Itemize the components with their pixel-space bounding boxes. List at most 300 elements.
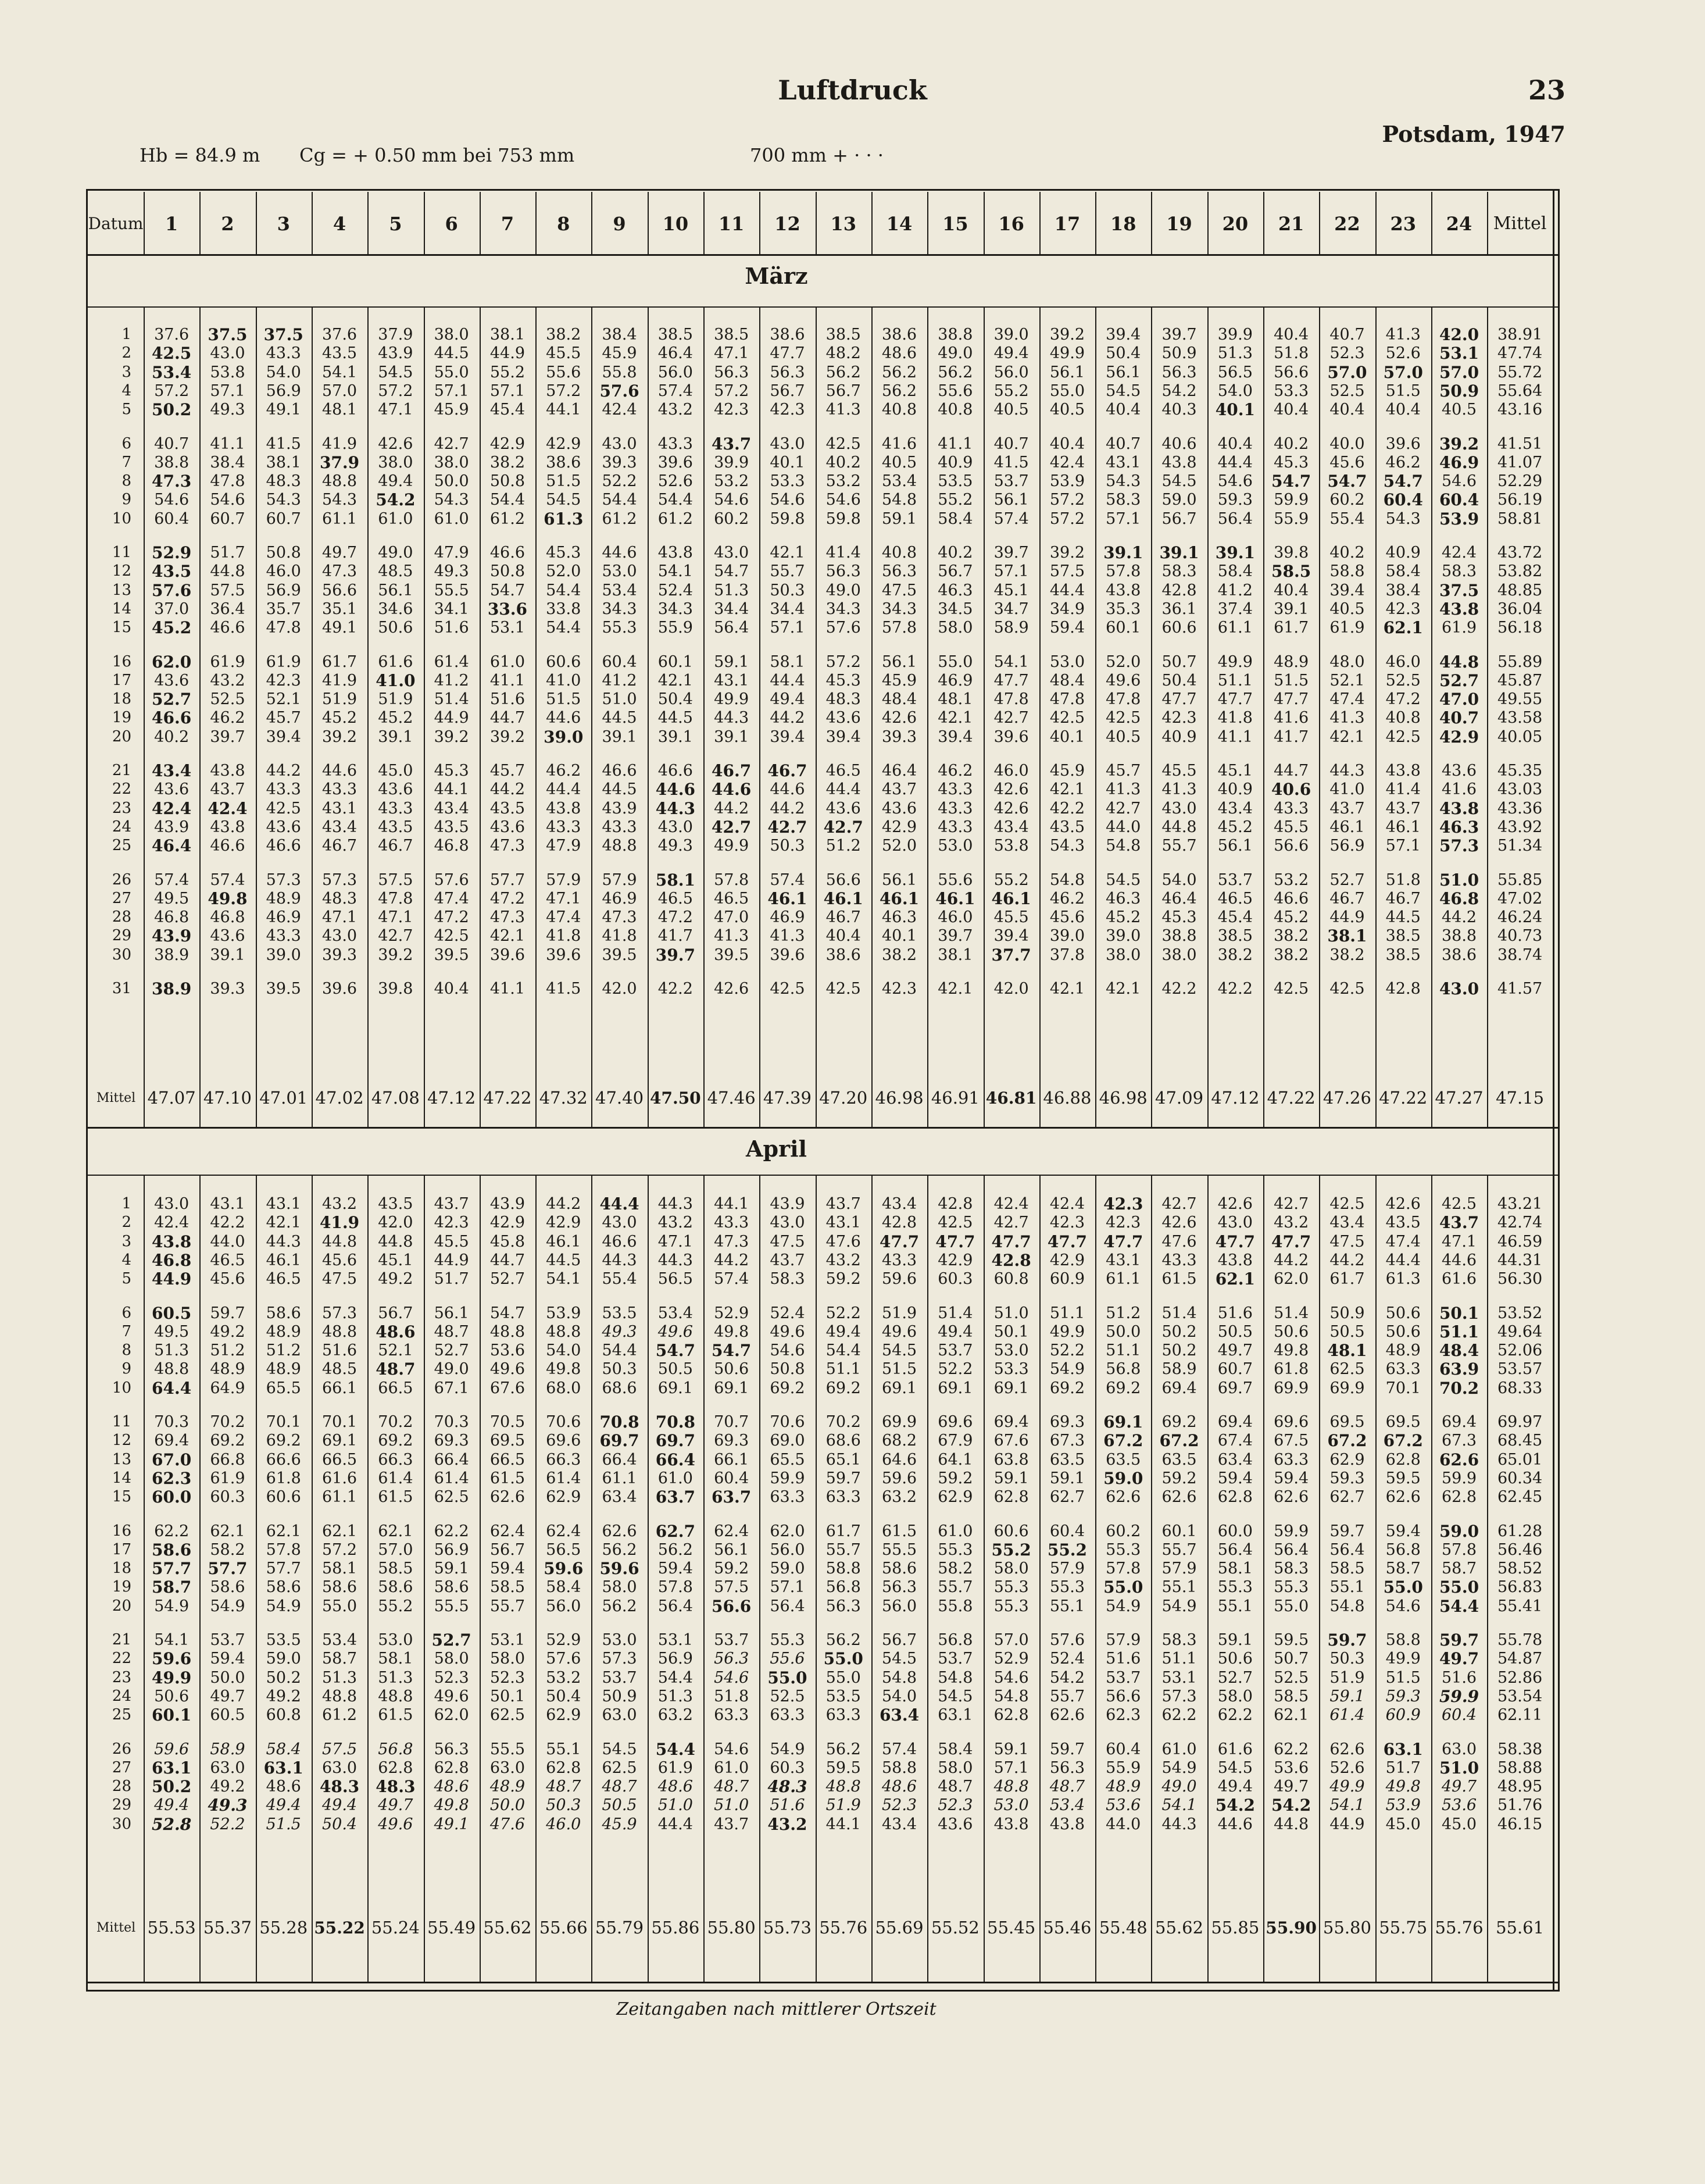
table-cell: 51.9 bbox=[825, 1796, 861, 1815]
table-cell: 43.8 bbox=[1161, 453, 1197, 472]
table-cell: 67.6 bbox=[993, 1432, 1029, 1450]
table-cell: 43.1 bbox=[1106, 1251, 1141, 1269]
table-cell: 46.6 bbox=[210, 837, 245, 855]
table-cell: 40.1 bbox=[770, 453, 805, 472]
table-cell: 46.3 bbox=[881, 908, 917, 927]
table-cell: 49.0 bbox=[434, 1360, 469, 1379]
table-cell: 58.4 bbox=[1385, 562, 1421, 581]
table-cell: 55.0 bbox=[1383, 1578, 1423, 1597]
mean-cell: 47.26 bbox=[1322, 1088, 1371, 1108]
table-cell: 50.6 bbox=[1274, 1322, 1309, 1341]
table-cell: 35.7 bbox=[266, 599, 301, 618]
table-cell: 46.5 bbox=[210, 1251, 245, 1269]
table-cell: 41.8 bbox=[602, 927, 637, 945]
table-cell: 53.4 bbox=[321, 1631, 358, 1649]
table-cell: 54.4 bbox=[1439, 1596, 1479, 1616]
table-cell: 37.0 bbox=[154, 599, 190, 618]
table-cell: 47.7 bbox=[770, 344, 805, 363]
table-cell: 51.6 bbox=[434, 619, 469, 637]
table-cell: 46.7 bbox=[321, 837, 358, 855]
table-cell: 50.0 bbox=[434, 472, 469, 491]
table-cell: 43.8 bbox=[993, 1815, 1029, 1833]
gravity-correction: Cg = + 0.50 mm bei 753 mm bbox=[299, 144, 575, 166]
table-cell: 45.9 bbox=[434, 401, 469, 419]
table-cell: 49.8 bbox=[434, 1796, 469, 1815]
table-cell: 60.3 bbox=[938, 1270, 973, 1289]
table-cell: 43.1 bbox=[210, 1195, 245, 1213]
day-number: 22 bbox=[112, 780, 131, 798]
mean-cell: 47.07 bbox=[147, 1088, 196, 1108]
daily-mean-cell: 43.92 bbox=[1497, 818, 1543, 836]
table-cell: 43.1 bbox=[825, 1214, 861, 1232]
table-cell: 43.6 bbox=[825, 709, 861, 727]
table-cell: 50.2 bbox=[152, 1777, 192, 1797]
table-cell: 62.0 bbox=[1274, 1270, 1309, 1289]
table-cell: 41.3 bbox=[1161, 780, 1197, 799]
table-cell: 56.8 bbox=[378, 1740, 413, 1758]
table-cell: 46.2 bbox=[546, 762, 581, 780]
table-cell: 55.3 bbox=[602, 619, 637, 637]
table-cell: 55.2 bbox=[489, 363, 525, 381]
table-cell: 59.4 bbox=[657, 1560, 693, 1578]
table-cell: 58.0 bbox=[434, 1650, 469, 1668]
table-cell: 40.5 bbox=[1049, 401, 1085, 419]
table-cell: 42.9 bbox=[881, 818, 917, 836]
table-cell: 57.5 bbox=[321, 1740, 358, 1758]
daily-mean-cell: 46.59 bbox=[1497, 1232, 1543, 1251]
day-number: 22 bbox=[112, 1650, 131, 1668]
table-cell: 43.4 bbox=[434, 799, 469, 818]
table-cell: 63.8 bbox=[993, 1450, 1029, 1469]
column-divider bbox=[1487, 192, 1488, 254]
table-cell: 70.6 bbox=[770, 1413, 805, 1431]
table-cell: 40.3 bbox=[1161, 401, 1197, 419]
table-cell: 55.5 bbox=[881, 1540, 917, 1559]
table-cell: 48.3 bbox=[825, 690, 861, 709]
table-cell: 43.2 bbox=[825, 1251, 861, 1269]
table-cell: 61.2 bbox=[321, 1706, 358, 1725]
table-cell: 54.2 bbox=[1215, 1796, 1255, 1815]
table-cell: 43.0 bbox=[602, 434, 637, 453]
table-cell: 62.0 bbox=[434, 1706, 469, 1725]
table-cell: 55.7 bbox=[1161, 1540, 1197, 1559]
table-cell: 50.6 bbox=[714, 1360, 749, 1379]
table-cell: 44.2 bbox=[266, 762, 301, 780]
table-cell: 55.2 bbox=[378, 1597, 413, 1615]
table-cell: 43.2 bbox=[1274, 1214, 1309, 1232]
table-cell: 51.8 bbox=[1385, 870, 1421, 889]
table-cell: 49.1 bbox=[266, 401, 301, 419]
table-cell: 54.6 bbox=[770, 491, 805, 509]
table-cell: 62.2 bbox=[1217, 1706, 1253, 1725]
table-cell: 52.6 bbox=[1329, 1758, 1365, 1777]
table-cell: 59.6 bbox=[881, 1270, 917, 1289]
table-cell: 56.9 bbox=[266, 581, 301, 599]
table-cell: 54.9 bbox=[1049, 1360, 1085, 1379]
table-cell: 49.3 bbox=[434, 562, 469, 581]
table-cell: 42.5 bbox=[434, 927, 469, 945]
daily-mean-cell: 48.95 bbox=[1497, 1778, 1543, 1796]
table-cell: 33.6 bbox=[487, 599, 528, 619]
table-cell: 57.7 bbox=[489, 870, 525, 889]
table-cell: 43.5 bbox=[489, 799, 525, 818]
table-cell: 53.7 bbox=[1217, 870, 1253, 889]
table-cell: 49.0 bbox=[938, 344, 973, 363]
table-cell: 59.9 bbox=[1439, 1686, 1479, 1706]
table-cell: 39.6 bbox=[1385, 434, 1421, 453]
table-cell: 46.0 bbox=[938, 908, 973, 927]
table-cell: 52.5 bbox=[1385, 671, 1421, 690]
daily-mean-cell: 55.64 bbox=[1497, 381, 1543, 400]
table-cell: 58.8 bbox=[1385, 1631, 1421, 1649]
daily-mean-cell: 43.03 bbox=[1497, 780, 1543, 799]
table-cell: 62.8 bbox=[546, 1758, 581, 1777]
table-cell: 48.6 bbox=[434, 1778, 469, 1796]
table-cell: 46.5 bbox=[1217, 889, 1253, 908]
table-cell: 43.7 bbox=[770, 1251, 805, 1269]
table-cell: 60.2 bbox=[714, 509, 749, 528]
table-cell: 45.5 bbox=[1161, 762, 1197, 780]
table-cell: 56.3 bbox=[825, 1597, 861, 1615]
table-cell: 41.3 bbox=[714, 927, 749, 945]
table-cell: 61.1 bbox=[321, 509, 358, 528]
table-cell: 58.3 bbox=[1161, 562, 1197, 581]
table-cell: 46.7 bbox=[1329, 889, 1365, 908]
table-cell: 46.5 bbox=[714, 889, 749, 908]
daily-mean-cell: 56.83 bbox=[1497, 1578, 1543, 1597]
table-cell: 39.3 bbox=[881, 727, 917, 746]
table-cell: 61.0 bbox=[1161, 1740, 1197, 1758]
daily-mean-cell: 53.57 bbox=[1497, 1360, 1543, 1379]
table-cell: 44.6 bbox=[770, 780, 805, 799]
table-cell: 57.2 bbox=[1049, 491, 1085, 509]
table-cell: 56.1 bbox=[434, 1304, 469, 1322]
table-cell: 70.2 bbox=[378, 1413, 413, 1431]
table-cell: 57.7 bbox=[266, 1560, 301, 1578]
table-cell: 40.2 bbox=[1274, 434, 1309, 453]
day-number: 25 bbox=[112, 1706, 131, 1724]
table-cell: 57.4 bbox=[881, 1740, 917, 1758]
table-cell: 56.0 bbox=[657, 363, 693, 381]
table-cell: 38.0 bbox=[434, 326, 469, 344]
table-cell: 64.6 bbox=[881, 1450, 917, 1469]
header-hour: 14 bbox=[886, 213, 913, 235]
table-cell: 42.1 bbox=[266, 1214, 301, 1232]
table-cell: 42.4 bbox=[152, 798, 192, 818]
table-cell: 58.5 bbox=[1274, 1687, 1309, 1705]
table-cell: 42.1 bbox=[489, 927, 525, 945]
day-number: 26 bbox=[112, 870, 131, 888]
table-cell: 60.6 bbox=[546, 652, 581, 671]
table-cell: 53.0 bbox=[378, 1631, 413, 1649]
table-cell: 46.7 bbox=[712, 761, 752, 780]
table-cell: 59.2 bbox=[714, 1560, 749, 1578]
table-cell: 42.5 bbox=[1329, 1195, 1365, 1213]
header-hour: 23 bbox=[1390, 213, 1416, 235]
table-cell: 57.3 bbox=[1161, 1687, 1197, 1705]
table-cell: 55.0 bbox=[938, 652, 973, 671]
table-cell: 52.9 bbox=[714, 1304, 749, 1322]
table-cell: 43.1 bbox=[321, 799, 358, 818]
table-cell: 56.4 bbox=[1217, 509, 1253, 528]
header-hour: 1 bbox=[165, 213, 178, 235]
table-cell: 49.9 bbox=[1049, 1322, 1085, 1341]
daily-mean-cell: 60.34 bbox=[1497, 1469, 1543, 1487]
header-hour: 6 bbox=[445, 213, 458, 235]
table-cell: 53.6 bbox=[1441, 1796, 1477, 1815]
table-cell: 56.7 bbox=[378, 1304, 413, 1322]
table-cell: 59.5 bbox=[1274, 1631, 1309, 1649]
table-cell: 56.3 bbox=[714, 363, 749, 381]
table-cell: 61.0 bbox=[489, 652, 525, 671]
table-cell: 42.7 bbox=[712, 817, 752, 837]
table-cell: 42.3 bbox=[1103, 1194, 1143, 1214]
table-cell: 51.1 bbox=[1217, 671, 1253, 690]
table-cell: 69.5 bbox=[1329, 1413, 1365, 1431]
table-cell: 62.6 bbox=[1049, 1706, 1085, 1725]
table-cell: 56.4 bbox=[1274, 1540, 1309, 1559]
table-cell: 54.4 bbox=[602, 1341, 637, 1360]
table-cell: 59.0 bbox=[266, 1650, 301, 1668]
table-cell: 43.9 bbox=[378, 344, 413, 363]
table-cell: 46.6 bbox=[489, 544, 525, 562]
table-cell: 43.3 bbox=[321, 780, 358, 799]
table-cell: 42.1 bbox=[770, 544, 805, 562]
table-cell: 70.3 bbox=[434, 1413, 469, 1431]
bottom-rule bbox=[88, 1982, 1560, 1983]
table-cell: 40.6 bbox=[1271, 780, 1311, 800]
mean-cell: 55.49 bbox=[427, 1918, 476, 1937]
table-cell: 57.2 bbox=[714, 381, 749, 400]
table-cell: 59.9 bbox=[1441, 1469, 1477, 1487]
table-cell: 48.9 bbox=[266, 1322, 301, 1341]
table-cell: 43.3 bbox=[1274, 799, 1309, 818]
table-cell: 43.4 bbox=[1217, 799, 1253, 818]
mean-cell: 47.27 bbox=[1435, 1088, 1484, 1108]
table-cell: 44.1 bbox=[714, 1195, 749, 1213]
table-cell: 47.9 bbox=[546, 837, 581, 855]
table-cell: 50.6 bbox=[378, 619, 413, 637]
table-cell: 54.5 bbox=[378, 363, 413, 381]
table-cell: 54.8 bbox=[881, 491, 917, 509]
table-cell: 59.9 bbox=[1274, 491, 1309, 509]
table-cell: 53.8 bbox=[210, 363, 245, 381]
table-cell: 61.6 bbox=[1217, 1740, 1253, 1758]
table-cell: 54.7 bbox=[712, 1341, 752, 1361]
table-cell: 47.3 bbox=[489, 908, 525, 927]
table-cell: 61.6 bbox=[321, 1469, 358, 1487]
table-cell: 46.9 bbox=[770, 908, 805, 927]
column-divider bbox=[1319, 192, 1320, 254]
table-cell: 44.4 bbox=[1049, 581, 1085, 599]
table-cell: 49.5 bbox=[154, 1322, 190, 1341]
table-cell: 44.8 bbox=[210, 562, 245, 581]
table-cell: 63.7 bbox=[712, 1487, 752, 1507]
table-cell: 56.1 bbox=[1217, 837, 1253, 855]
table-cell: 56.2 bbox=[602, 1540, 637, 1559]
table-cell: 50.7 bbox=[1274, 1650, 1309, 1668]
table-cell: 45.9 bbox=[881, 671, 917, 690]
table-cell: 61.4 bbox=[434, 652, 469, 671]
table-cell: 54.0 bbox=[546, 1341, 581, 1360]
table-cell: 43.6 bbox=[1441, 762, 1477, 780]
table-cell: 56.2 bbox=[825, 1740, 861, 1758]
table-cell: 55.2 bbox=[993, 381, 1029, 400]
day-number: 12 bbox=[112, 562, 131, 580]
table-cell: 42.7 bbox=[993, 1214, 1029, 1232]
table-cell: 40.4 bbox=[1274, 581, 1309, 599]
table-cell: 51.5 bbox=[546, 690, 581, 709]
table-cell: 62.4 bbox=[714, 1522, 749, 1540]
table-cell: 47.8 bbox=[993, 690, 1029, 709]
table-cell: 42.8 bbox=[1161, 581, 1197, 599]
table-cell: 52.2 bbox=[210, 1815, 245, 1833]
table-cell: 62.7 bbox=[1049, 1488, 1085, 1507]
table-cell: 37.6 bbox=[154, 326, 190, 344]
table-cell: 39.8 bbox=[378, 980, 413, 998]
table-cell: 61.1 bbox=[1106, 1270, 1141, 1289]
table-cell: 62.6 bbox=[602, 1522, 637, 1540]
table-cell: 57.1 bbox=[770, 1578, 805, 1597]
table-cell: 44.5 bbox=[546, 1251, 581, 1269]
mean-cell: 55.80 bbox=[1322, 1918, 1371, 1937]
table-cell: 56.2 bbox=[657, 1540, 693, 1559]
table-cell: 40.5 bbox=[993, 401, 1029, 419]
table-cell: 50.6 bbox=[1385, 1322, 1421, 1341]
table-cell: 41.1 bbox=[210, 434, 245, 453]
table-cell: 69.0 bbox=[770, 1432, 805, 1450]
table-cell: 43.0 bbox=[1217, 1214, 1253, 1232]
table-cell: 54.8 bbox=[938, 1668, 973, 1687]
table-cell: 43.2 bbox=[767, 1814, 807, 1834]
table-cell: 54.5 bbox=[938, 1687, 973, 1705]
table-cell: 43.0 bbox=[154, 1195, 190, 1213]
table-cell: 48.6 bbox=[266, 1778, 301, 1796]
table-cell: 54.0 bbox=[266, 363, 301, 381]
table-cell: 63.3 bbox=[770, 1488, 805, 1507]
table-cell: 47.0 bbox=[714, 908, 749, 927]
header-hour: 2 bbox=[221, 213, 234, 235]
table-cell: 42.3 bbox=[770, 401, 805, 419]
table-cell: 42.6 bbox=[993, 799, 1029, 818]
table-cell: 61.0 bbox=[434, 509, 469, 528]
daily-mean-cell: 41.51 bbox=[1497, 434, 1543, 453]
table-cell: 43.0 bbox=[770, 1214, 805, 1232]
table-cell: 42.1 bbox=[1106, 980, 1141, 998]
table-cell: 40.7 bbox=[993, 434, 1029, 453]
table-cell: 47.1 bbox=[321, 908, 358, 927]
table-cell: 69.1 bbox=[321, 1432, 358, 1450]
table-cell: 48.9 bbox=[210, 1360, 245, 1379]
table-cell: 47.6 bbox=[1161, 1232, 1197, 1251]
table-cell: 69.2 bbox=[1049, 1379, 1085, 1397]
table-cell: 42.0 bbox=[378, 1214, 413, 1232]
table-cell: 55.5 bbox=[489, 1740, 525, 1758]
table-cell: 41.9 bbox=[319, 1213, 360, 1233]
daily-mean-cell: 56.30 bbox=[1497, 1270, 1543, 1289]
table-cell: 41.9 bbox=[321, 671, 358, 690]
table-cell: 54.4 bbox=[655, 1739, 695, 1759]
table-cell: 44.8 bbox=[1161, 818, 1197, 836]
table-cell: 40.5 bbox=[881, 453, 917, 472]
table-cell: 39.2 bbox=[434, 727, 469, 746]
daily-mean-cell: 68.33 bbox=[1497, 1379, 1543, 1397]
table-cell: 40.2 bbox=[1329, 544, 1365, 562]
table-cell: 53.1 bbox=[1161, 1668, 1197, 1687]
table-cell: 38.0 bbox=[1106, 945, 1141, 964]
table-cell: 43.0 bbox=[1439, 979, 1479, 998]
table-cell: 62.4 bbox=[489, 1522, 525, 1540]
table-cell: 56.6 bbox=[1274, 837, 1309, 855]
table-cell: 58.3 bbox=[1441, 562, 1477, 581]
daily-mean-cell: 44.31 bbox=[1497, 1251, 1543, 1269]
table-cell: 52.9 bbox=[546, 1631, 581, 1649]
table-cell: 45.5 bbox=[993, 908, 1029, 927]
table-cell: 59.4 bbox=[1217, 1469, 1253, 1487]
table-cell: 56.9 bbox=[1329, 837, 1365, 855]
table-cell: 56.2 bbox=[825, 363, 861, 381]
table-cell: 63.0 bbox=[321, 1758, 358, 1777]
day-number: 2 bbox=[121, 1214, 131, 1232]
table-cell: 39.3 bbox=[321, 945, 358, 964]
table-cell: 57.7 bbox=[208, 1559, 248, 1579]
table-cell: 50.4 bbox=[1106, 344, 1141, 363]
table-cell: 51.6 bbox=[321, 1341, 358, 1360]
table-cell: 42.8 bbox=[938, 1195, 973, 1213]
table-cell: 45.7 bbox=[266, 709, 301, 727]
table-cell: 44.8 bbox=[1439, 652, 1479, 672]
table-cell: 58.8 bbox=[1329, 562, 1365, 581]
day-number: 14 bbox=[112, 1469, 131, 1487]
table-cell: 49.6 bbox=[489, 1360, 525, 1379]
table-cell: 69.2 bbox=[266, 1432, 301, 1450]
daily-mean-cell: 54.87 bbox=[1497, 1650, 1543, 1668]
table-cell: 49.6 bbox=[881, 1322, 917, 1341]
table-cell: 38.0 bbox=[1161, 945, 1197, 964]
table-cell: 56.2 bbox=[881, 381, 917, 400]
mean-cell: 47.12 bbox=[1211, 1088, 1260, 1108]
table-cell: 43.3 bbox=[938, 780, 973, 799]
table-cell: 48.7 bbox=[602, 1778, 637, 1796]
table-cell: 60.0 bbox=[152, 1487, 192, 1507]
table-cell: 42.9 bbox=[489, 1214, 525, 1232]
mean-cell: 55.75 bbox=[1379, 1918, 1428, 1937]
table-cell: 50.8 bbox=[266, 544, 301, 562]
table-cell: 59.4 bbox=[1385, 1522, 1421, 1540]
daily-mean-cell: 58.52 bbox=[1497, 1560, 1543, 1578]
table-cell: 53.2 bbox=[546, 1668, 581, 1687]
table-cell: 50.4 bbox=[1161, 671, 1197, 690]
table-cell: 45.5 bbox=[1274, 818, 1309, 836]
table-cell: 43.7 bbox=[714, 1815, 749, 1833]
table-cell: 53.1 bbox=[1439, 344, 1479, 363]
table-cell: 62.9 bbox=[546, 1488, 581, 1507]
table-cell: 51.0 bbox=[657, 1796, 693, 1815]
table-cell: 42.4 bbox=[1049, 1195, 1085, 1213]
table-cell: 52.7 bbox=[1329, 870, 1365, 889]
table-cell: 48.8 bbox=[993, 1778, 1029, 1796]
day-number: 11 bbox=[112, 1413, 131, 1430]
table-cell: 38.1 bbox=[1327, 926, 1367, 946]
table-cell: 45.4 bbox=[489, 401, 525, 419]
table-cell: 49.8 bbox=[1274, 1341, 1309, 1360]
table-cell: 62.9 bbox=[1329, 1450, 1365, 1469]
table-cell: 56.8 bbox=[1106, 1360, 1141, 1379]
table-cell: 42.0 bbox=[993, 980, 1029, 998]
table-cell: 50.0 bbox=[489, 1796, 525, 1815]
daily-mean-cell: 55.85 bbox=[1497, 870, 1543, 889]
table-cell: 42.2 bbox=[210, 1214, 245, 1232]
